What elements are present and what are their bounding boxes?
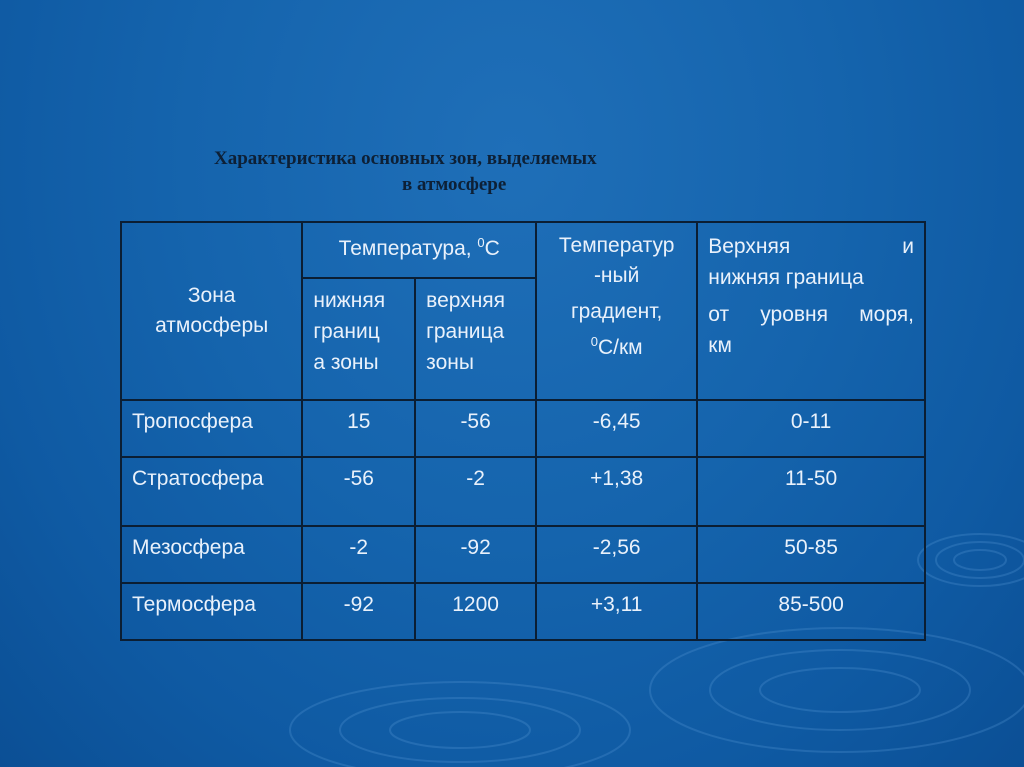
cell-gradient: +3,11 [536, 583, 697, 640]
cell-gradient: -6,45 [536, 400, 697, 457]
cell-gradient: +1,38 [536, 457, 697, 526]
header-temperature-unit: С [484, 237, 500, 260]
header-bounds-word-and: и [902, 235, 914, 258]
header-temperature [302, 222, 536, 278]
header-lower-bound [302, 278, 415, 400]
header-zone-line2: атмосферы [155, 314, 269, 337]
header-upper-line1: верхняя [426, 289, 506, 312]
table-header-row [121, 222, 925, 278]
header-bounds-line1 [708, 231, 914, 262]
header-bounds-line2: нижняя граница [708, 266, 864, 289]
cell-zone: Мезосфера [121, 526, 302, 583]
header-bounds-line4: км [708, 334, 732, 357]
header-bounds-word-upper: Верхняя [708, 235, 791, 258]
header-gradient-line2: -ный [593, 264, 640, 287]
slide-title-line1: Характеристика основных зон, выделяемых [214, 148, 597, 169]
header-bounds [697, 222, 925, 400]
cell-bounds: 0-11 [697, 400, 925, 457]
cell-lower: -92 [302, 583, 415, 640]
header-gradient-line3: градиент, [570, 300, 663, 323]
cell-gradient: -2,56 [536, 526, 697, 583]
table-row [121, 583, 925, 640]
cell-zone: Стратосфера [121, 457, 302, 526]
cell-upper: -92 [415, 526, 536, 583]
header-gradient [536, 222, 697, 400]
header-lower-line3: а зоны [313, 351, 379, 374]
header-gradient-unit: С/км [597, 336, 643, 359]
cell-lower: -56 [302, 457, 415, 526]
header-temperature-degree: 0 [477, 235, 485, 250]
header-lower-line2: границ [313, 320, 380, 343]
cell-lower: 15 [302, 400, 415, 457]
cell-bounds: 50-85 [697, 526, 925, 583]
header-lower-line1: нижняя [313, 289, 386, 312]
table-row [121, 457, 925, 526]
header-upper-bound [415, 278, 536, 400]
cell-lower: -2 [302, 526, 415, 583]
cell-zone: Термосфера [121, 583, 302, 640]
slide-title [200, 146, 760, 198]
header-bounds-line3: от уровня моря, [708, 303, 914, 326]
header-upper-line2: граница [426, 320, 505, 343]
atmosphere-zones-table [120, 221, 926, 641]
header-upper-line3: зоны [426, 351, 474, 374]
cell-upper: 1200 [415, 583, 536, 640]
header-zone [121, 222, 302, 400]
cell-upper: -2 [415, 457, 536, 526]
table-row [121, 400, 925, 457]
cell-bounds: 85-500 [697, 583, 925, 640]
cell-upper: -56 [415, 400, 536, 457]
slide-title-line2: в атмосфере [402, 174, 507, 195]
header-temperature-label: Температура, [338, 237, 478, 260]
cell-bounds: 11-50 [697, 457, 925, 526]
cell-zone: Тропосфера [121, 400, 302, 457]
table-row [121, 526, 925, 583]
header-gradient-line1: Температур [558, 234, 675, 257]
header-zone-line1: Зона [187, 284, 236, 307]
header-gradient-degree: 0 [590, 334, 598, 349]
